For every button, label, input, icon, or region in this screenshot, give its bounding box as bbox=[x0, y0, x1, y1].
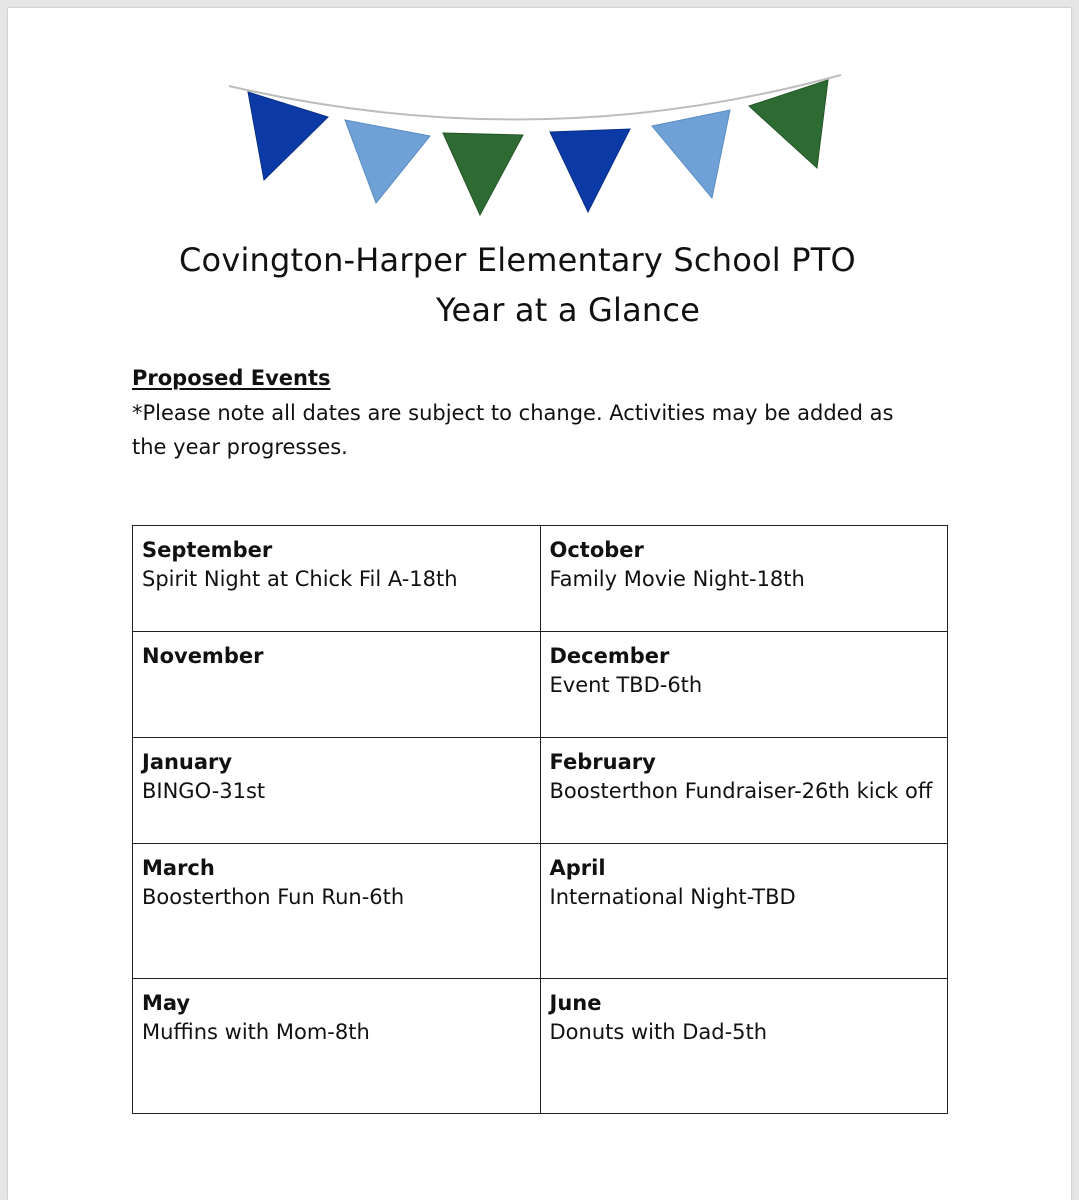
document-page bbox=[8, 8, 1071, 1200]
table-row bbox=[133, 526, 948, 632]
month-cell-october bbox=[540, 526, 948, 632]
month-label: March bbox=[142, 856, 215, 880]
month-label: June bbox=[549, 991, 602, 1015]
event-text: International Night-TBD bbox=[549, 885, 796, 909]
month-label: December bbox=[549, 644, 670, 668]
month-label: January bbox=[142, 750, 233, 774]
month-cell-june bbox=[540, 979, 948, 1114]
table-row bbox=[133, 979, 948, 1114]
section-heading: Proposed Events bbox=[132, 366, 331, 390]
pennant-light-blue bbox=[345, 120, 430, 203]
month-label: September bbox=[142, 538, 273, 562]
month-cell-february bbox=[540, 738, 948, 844]
event-text: Muffins with Mom-8th bbox=[142, 1020, 370, 1044]
event-text: Boosterthon Fun Run-6th bbox=[142, 885, 405, 909]
event-text: Donuts with Dad-5th bbox=[549, 1020, 768, 1044]
month-label: April bbox=[549, 856, 606, 880]
event-text: Event TBD-6th bbox=[549, 673, 703, 697]
bunting-banner bbox=[8, 8, 1071, 238]
event-text: Family Movie Night-18th bbox=[549, 567, 805, 591]
event-text: BINGO-31st bbox=[142, 779, 266, 803]
document-title: Covington-Harper Elementary School PTO bbox=[179, 241, 856, 279]
month-cell-september bbox=[133, 526, 541, 632]
table-row bbox=[133, 844, 948, 979]
month-cell-may bbox=[133, 979, 541, 1114]
bunting-string bbox=[229, 75, 841, 119]
pennant-green bbox=[443, 133, 523, 215]
pennant-dark-blue bbox=[248, 92, 328, 180]
table-row bbox=[133, 738, 948, 844]
document-subtitle: Year at a Glance bbox=[436, 291, 701, 329]
table-row bbox=[133, 632, 948, 738]
event-text: Boosterthon Fundraiser-26th kick off bbox=[549, 779, 933, 803]
month-cell-december bbox=[540, 632, 948, 738]
month-label: October bbox=[549, 538, 644, 562]
month-label: May bbox=[142, 991, 191, 1015]
pennant-light-blue bbox=[652, 110, 730, 198]
event-text: Spirit Night at Chick Fil A-18th bbox=[142, 567, 458, 591]
month-cell-november bbox=[133, 632, 541, 738]
month-cell-january bbox=[133, 738, 541, 844]
month-cell-april bbox=[540, 844, 948, 979]
disclaimer-note: *Please note all dates are subject to change. Activities may be added as the year progresses. bbox=[132, 401, 894, 459]
pennant-green bbox=[749, 80, 828, 168]
month-label: February bbox=[549, 750, 656, 774]
pennant-dark-blue bbox=[550, 129, 630, 212]
events-table bbox=[132, 525, 948, 1114]
month-label: November bbox=[142, 644, 264, 668]
month-cell-march bbox=[133, 844, 541, 979]
